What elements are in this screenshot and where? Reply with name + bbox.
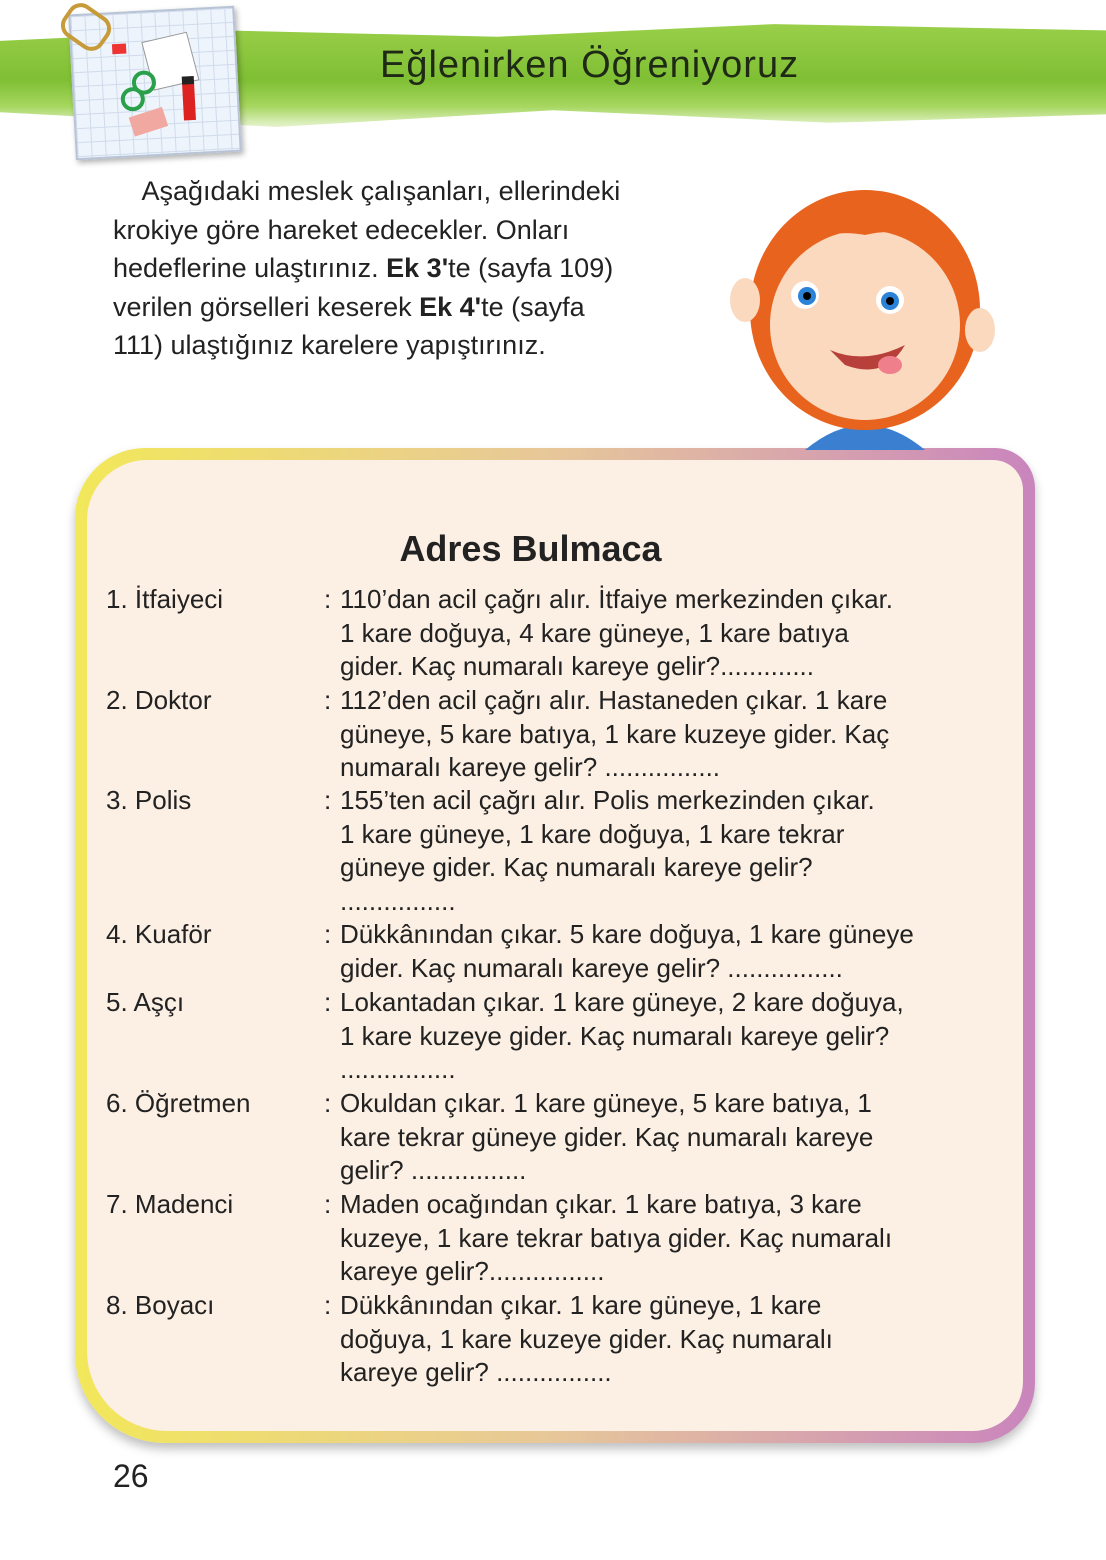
- child-illustration: [715, 150, 1015, 450]
- instruction-line: 155’ten acil çağrı alır. Polis merkezinden çıkar.: [340, 785, 875, 815]
- instruction-line: güneye gider. Kaç numaralı kareye gelir?: [340, 852, 813, 883]
- profession-label: 6. Öğretmen: [106, 1088, 251, 1118]
- instruction-line: Dükkânından çıkar. 5 kare doğuya, 1 kare güneye: [340, 919, 914, 949]
- profession-label: 7. Madenci: [106, 1189, 234, 1219]
- intro-paragraph: [113, 172, 703, 365]
- instruction-line: gider. Kaç numaralı kareye gelir?.............: [340, 651, 814, 682]
- instruction-line: kuzeye, 1 kare tekrar batıya gider. Kaç numaralı: [340, 1222, 893, 1253]
- instruction-line: kare tekrar güneye gider. Kaç numaralı kareye: [340, 1121, 874, 1152]
- instruction-line: gider. Kaç numaralı kareye gelir? ................: [340, 952, 843, 983]
- instruction-line: numaralı kareye gelir? ................: [340, 752, 721, 783]
- instruction-line: kareye gelir?................: [340, 1256, 605, 1287]
- profession-label: 3. Polis: [106, 785, 192, 815]
- intro-text: 111) ulaştığınız karelere yapıştırınız.: [113, 330, 546, 360]
- page-header-title: Eğlenirken Öğreniyoruz: [380, 44, 800, 86]
- colon: :: [324, 785, 332, 815]
- intro-bold-ref: Ek 3': [386, 253, 449, 283]
- colon: :: [324, 1088, 332, 1118]
- profession-label: 2. Doktor: [106, 685, 212, 715]
- colon: :: [324, 1290, 332, 1320]
- instruction-line: gelir? ................: [340, 1155, 527, 1186]
- card-title-text: Adres Bulmaca: [399, 528, 662, 569]
- instruction-line: Dükkânından çıkar. 1 kare güneye, 1 kare: [340, 1290, 822, 1320]
- instruction-line: 1 kare güneye, 1 kare doğuya, 1 kare tekrar: [340, 818, 845, 849]
- instruction-line: Lokantadan çıkar. 1 kare güneye, 2 kare doğuya,: [340, 987, 904, 1017]
- instruction-line: Okuldan çıkar. 1 kare güneye, 5 kare batıya, 1: [340, 1088, 872, 1118]
- colon: :: [324, 1189, 332, 1219]
- instruction-line: 110’dan acil çağrı alır. İtfaiye merkezinden çıkar.: [340, 584, 894, 614]
- profession-label: 1. İtfaiyeci: [106, 584, 224, 614]
- card-title: [0, 528, 1106, 570]
- intro-text: hedeflerine ulaştırınız.: [113, 253, 387, 283]
- colon: :: [324, 919, 332, 949]
- intro-text: krokiye göre hareket edecekler. Onları: [113, 214, 570, 245]
- instruction-line: güneye, 5 kare batıya, 1 kare kuzeye gider. Kaç: [340, 718, 890, 749]
- intro-bold-ref: Ek 4': [419, 291, 482, 322]
- instruction-line: ................: [340, 1054, 456, 1085]
- intro-text: te (sayfa: [481, 291, 585, 322]
- intro-text: verilen görselleri keserek: [113, 291, 420, 322]
- colon: :: [324, 987, 332, 1017]
- instruction-line: Maden ocağından çıkar. 1 kare batıya, 3 kare: [340, 1189, 862, 1219]
- profession-label: 4. Kuaför: [106, 919, 212, 949]
- intro-text: te (sayfa 109): [448, 253, 614, 283]
- instruction-line: kareye gelir? ................: [340, 1357, 612, 1388]
- profession-label: 5. Aşçı: [106, 987, 185, 1017]
- colon: :: [324, 584, 332, 614]
- instruction-line: 112’den acil çağrı alır. Hastaneden çıkar. 1 kare: [340, 685, 888, 715]
- instruction-line: 1 kare kuzeye gider. Kaç numaralı kareye gelir?: [340, 1020, 890, 1051]
- colon: :: [324, 685, 332, 715]
- instruction-line: ................: [340, 885, 456, 916]
- page-number: 26: [113, 1458, 149, 1494]
- profession-label: 8. Boyacı: [106, 1290, 215, 1320]
- instruction-line: 1 kare doğuya, 4 kare güneye, 1 kare batıya: [340, 617, 849, 648]
- instruction-line: doğuya, 1 kare kuzeye gider. Kaç numaralı: [340, 1323, 833, 1354]
- intro-text: Aşağıdaki meslek çalışanları, ellerindeki: [113, 176, 621, 206]
